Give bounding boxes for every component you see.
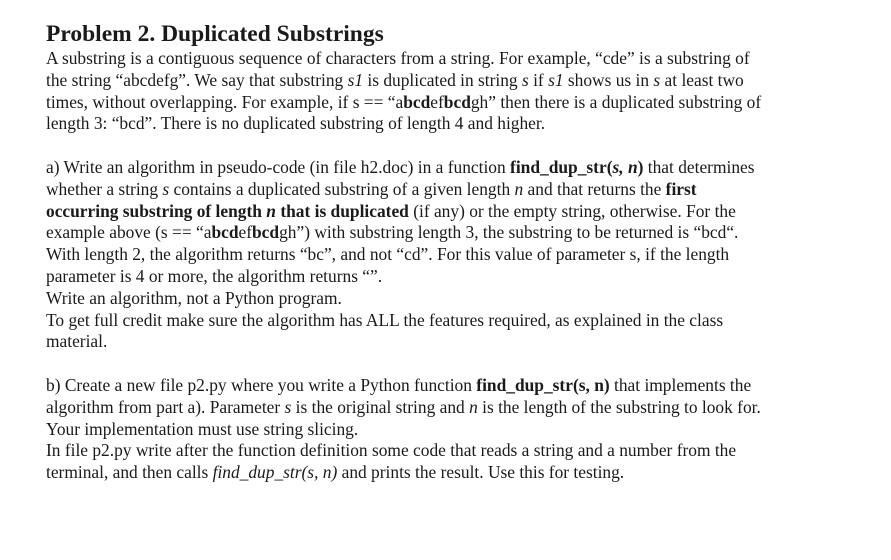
text-line [46, 310, 876, 332]
italic-text-run: s [653, 69, 661, 90]
bold-text-run: find_dup_str( [510, 156, 613, 177]
text-line [46, 288, 876, 310]
text-run: that implements the [609, 374, 752, 395]
text-run: times, without overlapping. For example, if s == “a [46, 91, 404, 112]
bold-text-run: ) [637, 156, 644, 177]
text-run: shows us in [563, 69, 654, 90]
text-line [46, 201, 876, 223]
text-line [46, 222, 876, 244]
text-run: algorithm from part a). Parameter [46, 396, 285, 417]
text-run: is the original string and [291, 396, 470, 417]
bold-text-run: that is duplicated [275, 200, 409, 221]
bold-text-run: occurring substring of length [46, 200, 267, 221]
text-line [46, 331, 876, 353]
italic-text-run: s1 [347, 69, 364, 90]
text-line [46, 244, 876, 266]
text-run: parameter is 4 or more, the algorithm returns “”. [46, 265, 383, 286]
italic-text-run: n [469, 396, 478, 417]
text-run: To get full credit make sure the algorithm has ALL the features required, as explained in the class [46, 309, 724, 330]
text-run: A substring is a contiguous sequence of characters from a string. For example, “cde” is a substring of [46, 48, 750, 68]
paragraph-spacer [46, 135, 876, 157]
text-run: that determines [643, 156, 755, 177]
text-line [46, 113, 876, 135]
text-run: ef [238, 222, 253, 243]
text-run: ef [430, 91, 444, 112]
problem-title: Problem 2. Duplicated Substrings [46, 21, 384, 47]
text-run: Your implementation must use string slicing. [46, 418, 359, 439]
text-line [46, 397, 876, 419]
text-line [46, 375, 876, 397]
text-run: at least two [660, 69, 744, 90]
text-run: material. [46, 331, 108, 352]
text-run: and prints the result. Use this for testing. [337, 462, 625, 483]
bold-text-run: bcd [403, 91, 431, 112]
text-line [46, 92, 876, 114]
text-line [46, 419, 876, 441]
text-line [46, 48, 876, 70]
text-line [46, 70, 876, 92]
paragraph-spacer [46, 353, 876, 375]
bold-text-run: n [266, 200, 276, 221]
text-run: the string “abcdefg”. We say that substring [46, 69, 348, 90]
italic-text-run: s1 [548, 69, 564, 90]
text-run: b) Create a new file p2.py where you write a Python function [46, 374, 477, 395]
text-run: a) Write an algorithm in pseudo-code (in file h2.doc) in a function [46, 156, 511, 177]
text-run: terminal, and then calls [46, 462, 213, 483]
text-line [46, 157, 876, 179]
text-run: (if any) or the empty string, otherwise. For the [408, 200, 736, 221]
bold-text-run: bcd [443, 91, 471, 112]
intro-paragraph [46, 48, 876, 135]
text-run: is duplicated in string [363, 69, 522, 90]
document-page [46, 20, 876, 484]
text-run: example above (s == “a [46, 222, 212, 243]
text-run: contains a duplicated substring of a given length [169, 178, 515, 199]
text-run: gh”) with substring length 3, the substring to be returned is “bcd“. [279, 222, 739, 243]
text-run: whether a string [46, 178, 163, 199]
text-line [46, 266, 876, 288]
part-b-paragraph [46, 375, 876, 484]
bold-text-run: first [665, 178, 697, 199]
part-a-paragraph [46, 157, 876, 353]
text-run: With length 2, the algorithm returns “bc”, and not “cd”. For this value of parameter s, if the length [46, 244, 730, 265]
bold-text-run: bcd [211, 222, 239, 243]
text-line [46, 462, 876, 484]
text-run: Write an algorithm, not a Python program. [46, 287, 342, 308]
text-run: and that returns the [523, 178, 666, 199]
italic-text-run: s [284, 396, 292, 417]
text-run: gh” then there is a duplicated substring of [470, 91, 762, 112]
bold-text-run: find_dup_str(s, n) [476, 374, 610, 395]
italic-text-run: s [521, 69, 529, 90]
italic-text-run: s [162, 178, 170, 199]
text-run: In file p2.py write after the function definition some code that reads a string and a number from the [46, 440, 737, 461]
text-run: if [528, 69, 549, 90]
text-run: length 3: “bcd”. There is no duplicated substring of length 4 and higher. [46, 113, 546, 134]
bold-text-run: s, n [612, 156, 638, 177]
text-line [46, 440, 876, 462]
bold-text-run: bcd [252, 222, 280, 243]
italic-text-run: find_dup_str(s, n) [212, 462, 338, 483]
text-run: is the length of the substring to look for. [477, 396, 761, 417]
text-line [46, 179, 876, 201]
italic-text-run: n [514, 178, 524, 199]
